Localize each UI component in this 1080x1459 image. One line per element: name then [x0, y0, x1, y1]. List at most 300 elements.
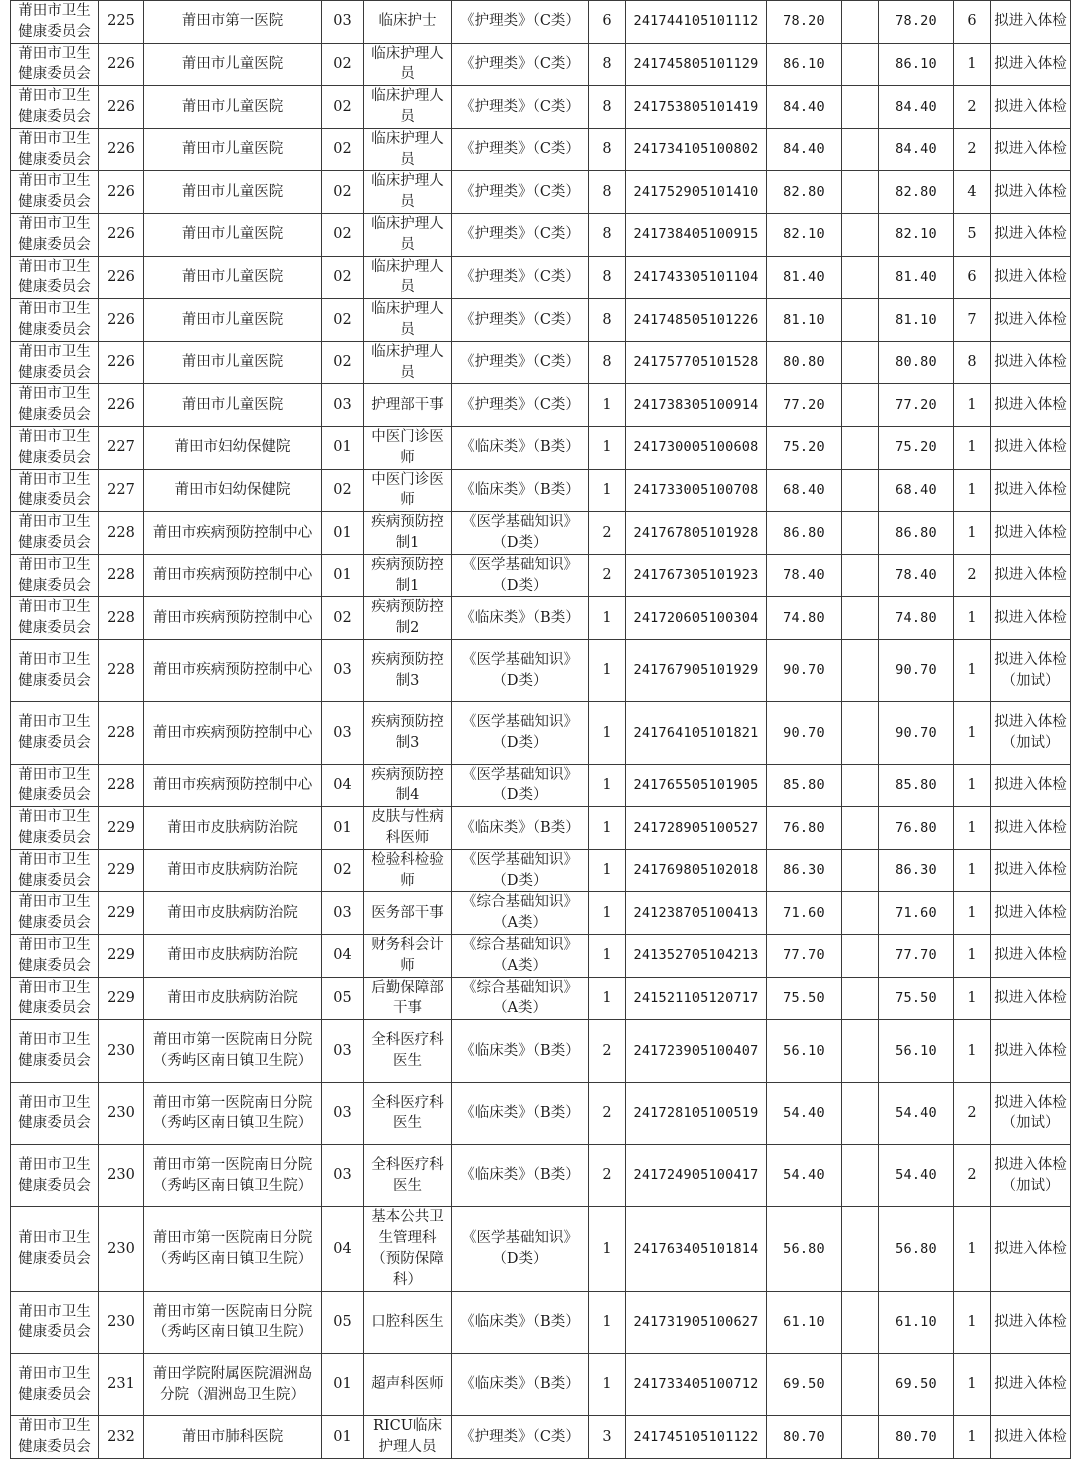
- quota-cell: 1: [589, 1354, 626, 1416]
- written-score-cell: 75.50: [767, 977, 842, 1020]
- total-score-cell: 74.80: [879, 597, 954, 640]
- rank-cell: 1: [954, 977, 991, 1020]
- exam-category-cell: 《护理类》（C类）: [452, 341, 589, 384]
- total-score-cell: 86.30: [879, 849, 954, 892]
- exam-category-cell: 《护理类》（C类）: [452, 128, 589, 171]
- post-name-cell: 全科医疗科医生: [364, 1082, 452, 1144]
- written-score-cell: 78.20: [767, 1, 842, 44]
- bonus-cell: [842, 256, 879, 299]
- quota-cell: 3: [589, 1416, 626, 1459]
- post-code-cell: 03: [322, 639, 364, 701]
- results-table-body: [11, 1, 1071, 1459]
- table-row: [11, 1354, 1071, 1416]
- unit-code-cell: 231: [99, 1354, 144, 1416]
- unit-code-cell: 232: [99, 1416, 144, 1459]
- dept-cell: 莆田市卫生健康委员会: [11, 43, 99, 86]
- written-score-cell: 90.70: [767, 702, 842, 764]
- dept-cell: 莆田市卫生健康委员会: [11, 299, 99, 342]
- unit-code-cell: 225: [99, 1, 144, 44]
- exam-category-cell: 《临床类》（B类）: [452, 1291, 589, 1353]
- total-score-cell: 86.10: [879, 43, 954, 86]
- ticket-number-cell: 241734105100802: [626, 128, 767, 171]
- unit-code-cell: 228: [99, 512, 144, 555]
- post-code-cell: 02: [322, 43, 364, 86]
- exam-category-cell: 《临床类》（B类）: [452, 1082, 589, 1144]
- unit-code-cell: 226: [99, 256, 144, 299]
- note-cell: 拟进入体检: [991, 1, 1071, 44]
- post-name-cell: 疾病预防控制3: [364, 639, 452, 701]
- post-code-cell: 02: [322, 86, 364, 129]
- note-cell: 拟进入体检: [991, 807, 1071, 850]
- exam-category-cell: 《护理类》（C类）: [452, 384, 589, 427]
- dept-cell: 莆田市卫生健康委员会: [11, 892, 99, 935]
- post-name-cell: 超声科医师: [364, 1354, 452, 1416]
- unit-code-cell: 228: [99, 597, 144, 640]
- post-code-cell: 05: [322, 1291, 364, 1353]
- ticket-number-cell: 241743305101104: [626, 256, 767, 299]
- post-name-cell: 全科医疗科医生: [364, 1020, 452, 1082]
- quota-cell: 2: [589, 554, 626, 597]
- rank-cell: 1: [954, 849, 991, 892]
- table-row: [11, 512, 1071, 555]
- post-name-cell: 临床护理人员: [364, 213, 452, 256]
- note-cell: 拟进入体检: [991, 977, 1071, 1020]
- bonus-cell: [842, 1, 879, 44]
- total-score-cell: 76.80: [879, 807, 954, 850]
- rank-cell: 1: [954, 426, 991, 469]
- quota-cell: 8: [589, 299, 626, 342]
- table-row: [11, 639, 1071, 701]
- written-score-cell: 80.70: [767, 1416, 842, 1459]
- total-score-cell: 69.50: [879, 1354, 954, 1416]
- dept-cell: 莆田市卫生健康委员会: [11, 639, 99, 701]
- dept-cell: 莆田市卫生健康委员会: [11, 341, 99, 384]
- bonus-cell: [842, 426, 879, 469]
- written-score-cell: 86.10: [767, 43, 842, 86]
- ticket-number-cell: 241769805102018: [626, 849, 767, 892]
- exam-category-cell: 《护理类》（C类）: [452, 171, 589, 214]
- quota-cell: 1: [589, 639, 626, 701]
- quota-cell: 1: [589, 384, 626, 427]
- post-code-cell: 02: [322, 213, 364, 256]
- ticket-number-cell: 241738405100915: [626, 213, 767, 256]
- bonus-cell: [842, 43, 879, 86]
- table-row: [11, 86, 1071, 129]
- unit-code-cell: 230: [99, 1207, 144, 1291]
- written-score-cell: 84.40: [767, 86, 842, 129]
- table-row: [11, 171, 1071, 214]
- rank-cell: 1: [954, 807, 991, 850]
- post-code-cell: 01: [322, 512, 364, 555]
- unit-code-cell: 229: [99, 935, 144, 978]
- ticket-number-cell: 241738305100914: [626, 384, 767, 427]
- unit-name-cell: 莆田市疾病预防控制中心: [144, 702, 322, 764]
- unit-name-cell: 莆田市妇幼保健院: [144, 426, 322, 469]
- unit-name-cell: 莆田市第一医院南日分院（秀屿区南日镇卫生院）: [144, 1082, 322, 1144]
- note-cell: 拟进入体检（加试）: [991, 639, 1071, 701]
- written-score-cell: 80.80: [767, 341, 842, 384]
- dept-cell: 莆田市卫生健康委员会: [11, 935, 99, 978]
- unit-name-cell: 莆田市儿童医院: [144, 213, 322, 256]
- dept-cell: 莆田市卫生健康委员会: [11, 1416, 99, 1459]
- results-table: [10, 0, 1071, 1459]
- total-score-cell: 68.40: [879, 469, 954, 512]
- ticket-number-cell: 241767905101929: [626, 639, 767, 701]
- ticket-number-cell: 241744105101112: [626, 1, 767, 44]
- dept-cell: 莆田市卫生健康委员会: [11, 702, 99, 764]
- ticket-number-cell: 241352705104213: [626, 935, 767, 978]
- total-score-cell: 80.80: [879, 341, 954, 384]
- ticket-number-cell: 241763405101814: [626, 1207, 767, 1291]
- dept-cell: 莆田市卫生健康委员会: [11, 1020, 99, 1082]
- exam-category-cell: 《医学基础知识》（D类）: [452, 702, 589, 764]
- bonus-cell: [842, 512, 879, 555]
- rank-cell: 1: [954, 1020, 991, 1082]
- rank-cell: 1: [954, 1416, 991, 1459]
- post-code-cell: 03: [322, 892, 364, 935]
- table-row: [11, 1291, 1071, 1353]
- dept-cell: 莆田市卫生健康委员会: [11, 426, 99, 469]
- quota-cell: 1: [589, 702, 626, 764]
- unit-code-cell: 228: [99, 554, 144, 597]
- unit-name-cell: 莆田市皮肤病防治院: [144, 977, 322, 1020]
- unit-name-cell: 莆田市儿童医院: [144, 341, 322, 384]
- bonus-cell: [842, 128, 879, 171]
- total-score-cell: 54.40: [879, 1082, 954, 1144]
- note-cell: 拟进入体检: [991, 384, 1071, 427]
- unit-name-cell: 莆田市第一医院南日分院（秀屿区南日镇卫生院）: [144, 1145, 322, 1207]
- exam-category-cell: 《护理类》（C类）: [452, 1416, 589, 1459]
- unit-name-cell: 莆田市儿童医院: [144, 86, 322, 129]
- table-row: [11, 892, 1071, 935]
- post-name-cell: 疾病预防控制4: [364, 764, 452, 807]
- unit-code-cell: 228: [99, 764, 144, 807]
- post-name-cell: 疾病预防控制2: [364, 597, 452, 640]
- total-score-cell: 81.10: [879, 299, 954, 342]
- post-code-cell: 03: [322, 1020, 364, 1082]
- unit-name-cell: 莆田市儿童医院: [144, 256, 322, 299]
- unit-code-cell: 226: [99, 213, 144, 256]
- ticket-number-cell: 241728905100527: [626, 807, 767, 850]
- rank-cell: 2: [954, 1145, 991, 1207]
- ticket-number-cell: 241765505101905: [626, 764, 767, 807]
- rank-cell: 4: [954, 171, 991, 214]
- bonus-cell: [842, 554, 879, 597]
- exam-category-cell: 《临床类》（B类）: [452, 597, 589, 640]
- note-cell: 拟进入体检: [991, 597, 1071, 640]
- total-score-cell: 90.70: [879, 702, 954, 764]
- post-name-cell: 疾病预防控制1: [364, 512, 452, 555]
- quota-cell: 2: [589, 1082, 626, 1144]
- post-name-cell: 全科医疗科医生: [364, 1145, 452, 1207]
- bonus-cell: [842, 1207, 879, 1291]
- dept-cell: 莆田市卫生健康委员会: [11, 977, 99, 1020]
- ticket-number-cell: 241748505101226: [626, 299, 767, 342]
- written-score-cell: 75.20: [767, 426, 842, 469]
- dept-cell: 莆田市卫生健康委员会: [11, 554, 99, 597]
- post-code-cell: 02: [322, 341, 364, 384]
- unit-name-cell: 莆田市疾病预防控制中心: [144, 764, 322, 807]
- dept-cell: 莆田市卫生健康委员会: [11, 384, 99, 427]
- unit-name-cell: 莆田市皮肤病防治院: [144, 935, 322, 978]
- dept-cell: 莆田市卫生健康委员会: [11, 1082, 99, 1144]
- bonus-cell: [842, 1145, 879, 1207]
- unit-code-cell: 226: [99, 86, 144, 129]
- unit-name-cell: 莆田市儿童医院: [144, 128, 322, 171]
- written-score-cell: 54.40: [767, 1082, 842, 1144]
- note-cell: 拟进入体检: [991, 554, 1071, 597]
- unit-code-cell: 227: [99, 469, 144, 512]
- written-score-cell: 71.60: [767, 892, 842, 935]
- ticket-number-cell: 241733005100708: [626, 469, 767, 512]
- note-cell: 拟进入体检: [991, 935, 1071, 978]
- total-score-cell: 71.60: [879, 892, 954, 935]
- exam-category-cell: 《护理类》（C类）: [452, 299, 589, 342]
- unit-code-cell: 230: [99, 1145, 144, 1207]
- exam-category-cell: 《临床类》（B类）: [452, 426, 589, 469]
- quota-cell: 1: [589, 1291, 626, 1353]
- ticket-number-cell: 241521105120717: [626, 977, 767, 1020]
- table-row: [11, 597, 1071, 640]
- bonus-cell: [842, 1291, 879, 1353]
- quota-cell: 1: [589, 426, 626, 469]
- table-row: [11, 43, 1071, 86]
- dept-cell: 莆田市卫生健康委员会: [11, 86, 99, 129]
- dept-cell: 莆田市卫生健康委员会: [11, 469, 99, 512]
- unit-code-cell: 230: [99, 1082, 144, 1144]
- table-row: [11, 341, 1071, 384]
- post-name-cell: 临床护理人员: [364, 299, 452, 342]
- rank-cell: 1: [954, 1207, 991, 1291]
- post-code-cell: 04: [322, 935, 364, 978]
- table-row: [11, 1020, 1071, 1082]
- bonus-cell: [842, 807, 879, 850]
- bonus-cell: [842, 892, 879, 935]
- unit-name-cell: 莆田市儿童医院: [144, 384, 322, 427]
- exam-category-cell: 《综合基础知识》（A类）: [452, 977, 589, 1020]
- ticket-number-cell: 241745805101129: [626, 43, 767, 86]
- quota-cell: 8: [589, 213, 626, 256]
- post-name-cell: 临床护理人员: [364, 341, 452, 384]
- quota-cell: 1: [589, 892, 626, 935]
- unit-name-cell: 莆田市儿童医院: [144, 171, 322, 214]
- ticket-number-cell: 241752905101410: [626, 171, 767, 214]
- bonus-cell: [842, 849, 879, 892]
- written-score-cell: 82.80: [767, 171, 842, 214]
- exam-category-cell: 《医学基础知识》（D类）: [452, 1207, 589, 1291]
- post-code-cell: 05: [322, 977, 364, 1020]
- rank-cell: 1: [954, 597, 991, 640]
- table-row: [11, 1, 1071, 44]
- unit-code-cell: 226: [99, 341, 144, 384]
- bonus-cell: [842, 341, 879, 384]
- written-score-cell: 56.80: [767, 1207, 842, 1291]
- note-cell: 拟进入体检: [991, 299, 1071, 342]
- post-code-cell: 01: [322, 554, 364, 597]
- post-code-cell: 01: [322, 807, 364, 850]
- quota-cell: 1: [589, 764, 626, 807]
- rank-cell: 1: [954, 639, 991, 701]
- ticket-number-cell: 241720605100304: [626, 597, 767, 640]
- exam-category-cell: 《医学基础知识》（D类）: [452, 764, 589, 807]
- written-score-cell: 82.10: [767, 213, 842, 256]
- bonus-cell: [842, 935, 879, 978]
- written-score-cell: 86.80: [767, 512, 842, 555]
- total-score-cell: 75.50: [879, 977, 954, 1020]
- rank-cell: 1: [954, 469, 991, 512]
- unit-code-cell: 226: [99, 43, 144, 86]
- bonus-cell: [842, 639, 879, 701]
- quota-cell: 1: [589, 849, 626, 892]
- unit-name-cell: 莆田市皮肤病防治院: [144, 807, 322, 850]
- rank-cell: 6: [954, 256, 991, 299]
- rank-cell: 1: [954, 1291, 991, 1353]
- dept-cell: 莆田市卫生健康委员会: [11, 213, 99, 256]
- written-score-cell: 90.70: [767, 639, 842, 701]
- table-row: [11, 1416, 1071, 1459]
- written-score-cell: 54.40: [767, 1145, 842, 1207]
- total-score-cell: 90.70: [879, 639, 954, 701]
- post-name-cell: 口腔科医生: [364, 1291, 452, 1353]
- post-code-cell: 04: [322, 764, 364, 807]
- note-cell: 拟进入体检: [991, 1416, 1071, 1459]
- unit-code-cell: 229: [99, 977, 144, 1020]
- rank-cell: 1: [954, 935, 991, 978]
- exam-category-cell: 《临床类》（B类）: [452, 469, 589, 512]
- table-row: [11, 764, 1071, 807]
- exam-category-cell: 《护理类》（C类）: [452, 213, 589, 256]
- bonus-cell: [842, 1020, 879, 1082]
- written-score-cell: 68.40: [767, 469, 842, 512]
- post-name-cell: 护理部干事: [364, 384, 452, 427]
- ticket-number-cell: 241767805101928: [626, 512, 767, 555]
- post-name-cell: 疾病预防控制3: [364, 702, 452, 764]
- rank-cell: 7: [954, 299, 991, 342]
- total-score-cell: 82.10: [879, 213, 954, 256]
- post-code-cell: 04: [322, 1207, 364, 1291]
- rank-cell: 1: [954, 764, 991, 807]
- total-score-cell: 82.80: [879, 171, 954, 214]
- unit-name-cell: 莆田市皮肤病防治院: [144, 892, 322, 935]
- unit-code-cell: 230: [99, 1020, 144, 1082]
- written-score-cell: 74.80: [767, 597, 842, 640]
- unit-name-cell: 莆田市疾病预防控制中心: [144, 597, 322, 640]
- post-name-cell: 医务部干事: [364, 892, 452, 935]
- table-row: [11, 849, 1071, 892]
- post-code-cell: 01: [322, 1416, 364, 1459]
- written-score-cell: 78.40: [767, 554, 842, 597]
- note-cell: 拟进入体检（加试）: [991, 702, 1071, 764]
- dept-cell: 莆田市卫生健康委员会: [11, 128, 99, 171]
- written-score-cell: 85.80: [767, 764, 842, 807]
- post-name-cell: 检验科检验师: [364, 849, 452, 892]
- total-score-cell: 56.80: [879, 1207, 954, 1291]
- unit-code-cell: 227: [99, 426, 144, 469]
- post-name-cell: 临床护士: [364, 1, 452, 44]
- rank-cell: 8: [954, 341, 991, 384]
- post-name-cell: 基本公共卫生管理科（预防保障科）: [364, 1207, 452, 1291]
- post-code-cell: 03: [322, 702, 364, 764]
- unit-code-cell: 226: [99, 299, 144, 342]
- unit-name-cell: 莆田市儿童医院: [144, 43, 322, 86]
- written-score-cell: 56.10: [767, 1020, 842, 1082]
- rank-cell: 1: [954, 43, 991, 86]
- quota-cell: 1: [589, 977, 626, 1020]
- bonus-cell: [842, 1082, 879, 1144]
- rank-cell: 2: [954, 128, 991, 171]
- total-score-cell: 80.70: [879, 1416, 954, 1459]
- bonus-cell: [842, 299, 879, 342]
- note-cell: 拟进入体检（加试）: [991, 1145, 1071, 1207]
- note-cell: 拟进入体检: [991, 469, 1071, 512]
- written-score-cell: 69.50: [767, 1354, 842, 1416]
- unit-code-cell: 226: [99, 384, 144, 427]
- total-score-cell: 85.80: [879, 764, 954, 807]
- post-code-cell: 03: [322, 1145, 364, 1207]
- bonus-cell: [842, 1354, 879, 1416]
- note-cell: 拟进入体检: [991, 43, 1071, 86]
- table-row: [11, 554, 1071, 597]
- bonus-cell: [842, 384, 879, 427]
- note-cell: 拟进入体检: [991, 256, 1071, 299]
- rank-cell: 2: [954, 86, 991, 129]
- ticket-number-cell: 241764105101821: [626, 702, 767, 764]
- bonus-cell: [842, 764, 879, 807]
- post-name-cell: 临床护理人员: [364, 86, 452, 129]
- table-row: [11, 384, 1071, 427]
- post-name-cell: 临床护理人员: [364, 128, 452, 171]
- post-name-cell: 后勤保障部干事: [364, 977, 452, 1020]
- exam-category-cell: 《医学基础知识》（D类）: [452, 849, 589, 892]
- post-code-cell: 02: [322, 256, 364, 299]
- ticket-number-cell: 241745105101122: [626, 1416, 767, 1459]
- table-row: [11, 807, 1071, 850]
- unit-code-cell: 229: [99, 807, 144, 850]
- exam-category-cell: 《临床类》（B类）: [452, 807, 589, 850]
- total-score-cell: 61.10: [879, 1291, 954, 1353]
- quota-cell: 8: [589, 128, 626, 171]
- quota-cell: 8: [589, 86, 626, 129]
- note-cell: 拟进入体检: [991, 1207, 1071, 1291]
- note-cell: 拟进入体检: [991, 341, 1071, 384]
- written-score-cell: 86.30: [767, 849, 842, 892]
- note-cell: 拟进入体检: [991, 764, 1071, 807]
- quota-cell: 1: [589, 935, 626, 978]
- total-score-cell: 78.40: [879, 554, 954, 597]
- post-name-cell: 疾病预防控制1: [364, 554, 452, 597]
- total-score-cell: 81.40: [879, 256, 954, 299]
- exam-category-cell: 《医学基础知识》（D类）: [452, 512, 589, 555]
- post-code-cell: 02: [322, 128, 364, 171]
- exam-category-cell: 《临床类》（B类）: [452, 1020, 589, 1082]
- post-name-cell: 中医门诊医师: [364, 469, 452, 512]
- rank-cell: 1: [954, 512, 991, 555]
- quota-cell: 1: [589, 469, 626, 512]
- total-score-cell: 84.40: [879, 86, 954, 129]
- total-score-cell: 77.70: [879, 935, 954, 978]
- unit-code-cell: 230: [99, 1291, 144, 1353]
- bonus-cell: [842, 469, 879, 512]
- quota-cell: 1: [589, 1207, 626, 1291]
- unit-code-cell: 226: [99, 128, 144, 171]
- post-name-cell: 中医门诊医师: [364, 426, 452, 469]
- post-name-cell: 临床护理人员: [364, 256, 452, 299]
- table-row: [11, 213, 1071, 256]
- total-score-cell: 75.20: [879, 426, 954, 469]
- exam-category-cell: 《护理类》（C类）: [452, 86, 589, 129]
- post-name-cell: 临床护理人员: [364, 43, 452, 86]
- ticket-number-cell: 241731905100627: [626, 1291, 767, 1353]
